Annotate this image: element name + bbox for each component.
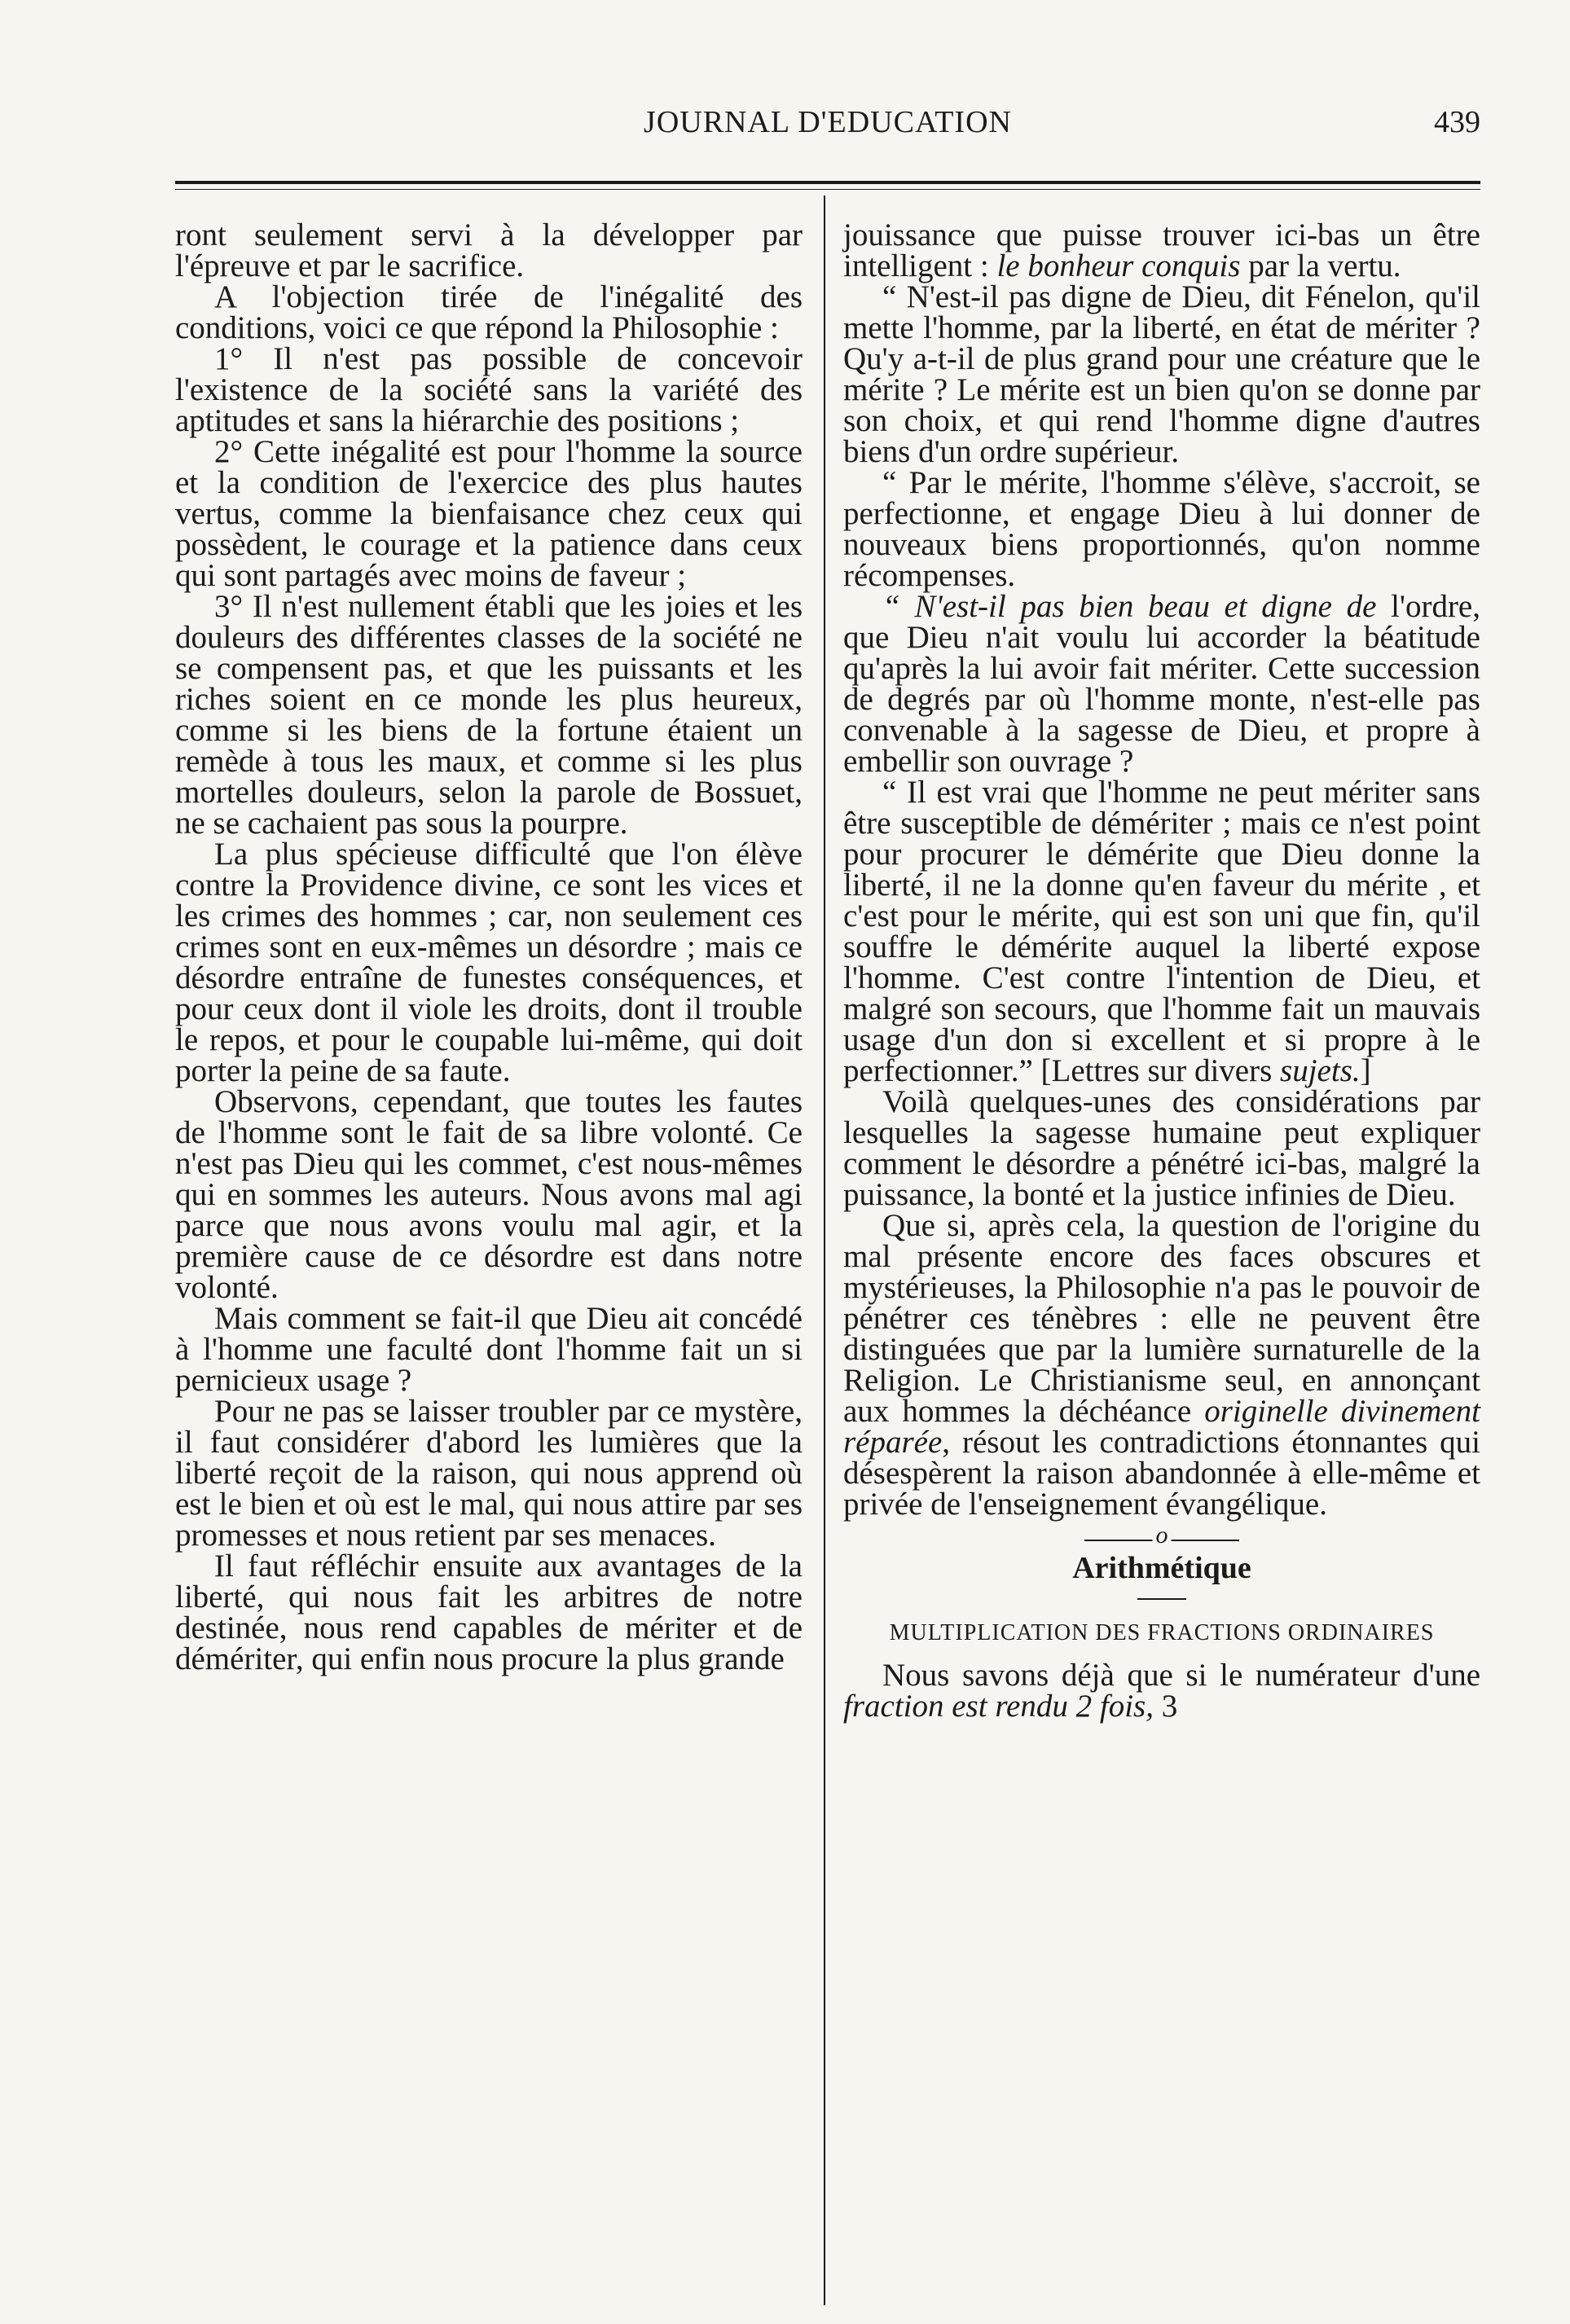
italic-run: le bonheur conquis [996,248,1241,283]
paragraph [843,1210,1480,1520]
section-separator [1084,1522,1239,1549]
column-divider [824,195,825,2305]
text-run: jouissance que puisse trouver ici-bas un être intelligent : [843,217,1480,283]
text-run: ] [1360,1053,1371,1088]
paragraph: 1° Il n'est pas possible de concevoir l'existence de la société sans la variété des aptitudes et sans la hiérarchie des positions ; [175,341,803,438]
text-run: 3 [1153,1689,1178,1724]
paragraph [843,1660,1480,1722]
section-title: Arithmétique [1072,1551,1251,1585]
paragraph: La plus spécieuse difficulté que l'on élève contre la Providence divine, ce sont les vices et les crimes des hommes ; car, non seulement ces crimes sont en eux-mêmes un désordre ; mais ce désordre entraîne de funestes conséquences, et pour ceux dont il viole les droits, dont il trouble le repos, et pour le coupable lui-même, qui doit porter la peine de sa faute. [175,837,803,1088]
page-header [175,104,1480,153]
text-run: “ Il est vrai que l'homme ne peut mériter sans être susceptible de démériter ; mais ce n'est point pour procurer le démérite que Dieu donne la liberté, il ne la donne qu'en faveur du mérite , et c'est pour le mérite, qui est son uni que fin, qu'il souffre le démérite auquel la liberté expose l'homme. C'est contre l'intention de Dieu, et malgré son secours, que l'homme fait un mauvais usage d'un don si excellent et si propre à le perfectionner.” [Lettres sur divers [843,775,1480,1088]
paragraph [843,777,1480,1087]
italic-run: sujets. [1280,1053,1361,1088]
left-column [175,217,803,1676]
text-run: l'ordre, que Dieu n'ait voulu lui accorder la béatitude qu'après la lui avoir fait mériter. Cette succession de degrés par où l'homme monte, n'est-elle pas convenable à la sagesse de Dieu, et propre à embellir son ouvrage ? [843,589,1480,779]
paragraph: 3° Il n'est nullement établi que les joies et les douleurs des différentes classes de la société ne se compensent pas, et que les puissants et les riches soient en ce monde les plus heureux, comme si les biens de la fortune étaient un remède à tous les maux, et comme si les plus mortelles douleurs, selon la parole de Bossuet, ne se cachaient pas sous la pourpre. [175,589,803,841]
paragraph: “ Par le mérite, l'homme s'élève, s'accroit, se perfectionne, et engage Dieu à lui donner de nouveaux biens proportionnés, qu'on nomme récompenses. [843,465,1480,593]
paragraph: 2° Cette inégalité est pour l'homme la source et la condition de l'exercice des plus hautes vertus, comme la bienfaisance chez ceux qui possèdent, le courage et la patience dans ceux qui sont partagés avec moins de faveur ; [175,434,803,593]
separator-mark: o [1153,1523,1172,1548]
italic-run: “ N'est-il pas bien beau et digne de [882,589,1377,624]
paragraph: Voilà quelques-unes des considérations par lesquelles la sagesse humaine peut expliquer comment le désordre a pénétré ici-bas, malgré la puissance, la bonté et la justice infinies de Dieu. [843,1084,1480,1212]
paragraph: Observons, cependant, que toutes les fautes de l'homme sont le fait de sa libre volonté. Ce n'est pas Dieu qui les commet, c'est nous-mêmes qui en sommes les auteurs. Nous avons mal agi parce que nous avons voulu mal agir, et la première cause de ce désordre est dans notre volonté. [175,1084,803,1305]
subsection-title: MULTIPLICATION DES FRACTIONS ORDINAIRES [889,1620,1435,1645]
paragraph [843,591,1480,777]
italic-run: originelle divinement réparée [843,1394,1480,1460]
paragraph: Mais comment se fait-il que Dieu ait concédé à l'homme une faculté dont l'homme fait un si pernicieux usage ? [175,1301,803,1398]
right-column [843,217,1480,1724]
page-number: 439 [1434,105,1480,139]
text-run: , résout les contradictions étonnantes qui désespèrent la raison abandonnée à elle-même et privée de l'enseignement évangélique. [843,1425,1480,1522]
text-run: Que si, après cela, la question de l'origine du mal présente encore des faces obscures et mystérieuses, la Philosophie n'a pas le pouvoir de pénétrer ces ténèbres : elle ne peuvent être distinguées que par la lumière surnaturelle de la Religion. Le Christianisme seul, en annonçant aux hommes la déchéance [843,1208,1480,1429]
text-run: Nous savons déjà que si le numérateur d'une [882,1658,1480,1693]
paragraph: Il faut réfléchir ensuite aux avantages de la liberté, qui nous fait les arbitres de notre destinée, nous rend capables de mériter et de démériter, qui enfin nous procure la plus grande [175,1549,803,1676]
paragraph: “ N'est-il pas digne de Dieu, dit Fénelon, qu'il mette l'homme, par la liberté, en état de mériter ? Qu'y a-t-il de plus grand pour une créature que le mérite ? Le mérite est un bien qu'on se donne par son choix, et qui rend l'homme digne d'autres biens d'un ordre supérieur. [843,279,1480,469]
paragraph [843,217,1480,283]
text-run: par la vertu. [1240,248,1401,283]
header-rule-thick [175,181,1480,184]
paragraph: A l'objection tirée de l'inégalité des conditions, voici ce que répond la Philosophie : [175,279,803,345]
journal-title: JOURNAL D'EDUCATION [644,105,1012,139]
short-rule [1137,1598,1186,1600]
header-rule-thin [175,189,1480,190]
paragraph: ront seulement servi à la développer par l'épreuve et par le sacrifice. [175,217,803,283]
paragraph: Pour ne pas se laisser troubler par ce mystère, il faut considérer d'abord les lumières que la liberté reçoit de la raison, qui nous apprend où est le bien et où est le mal, qui nous attire par ses promesses et nous retient par ses menaces. [175,1394,803,1553]
italic-run: fraction est rendu 2 fois, [843,1689,1154,1724]
